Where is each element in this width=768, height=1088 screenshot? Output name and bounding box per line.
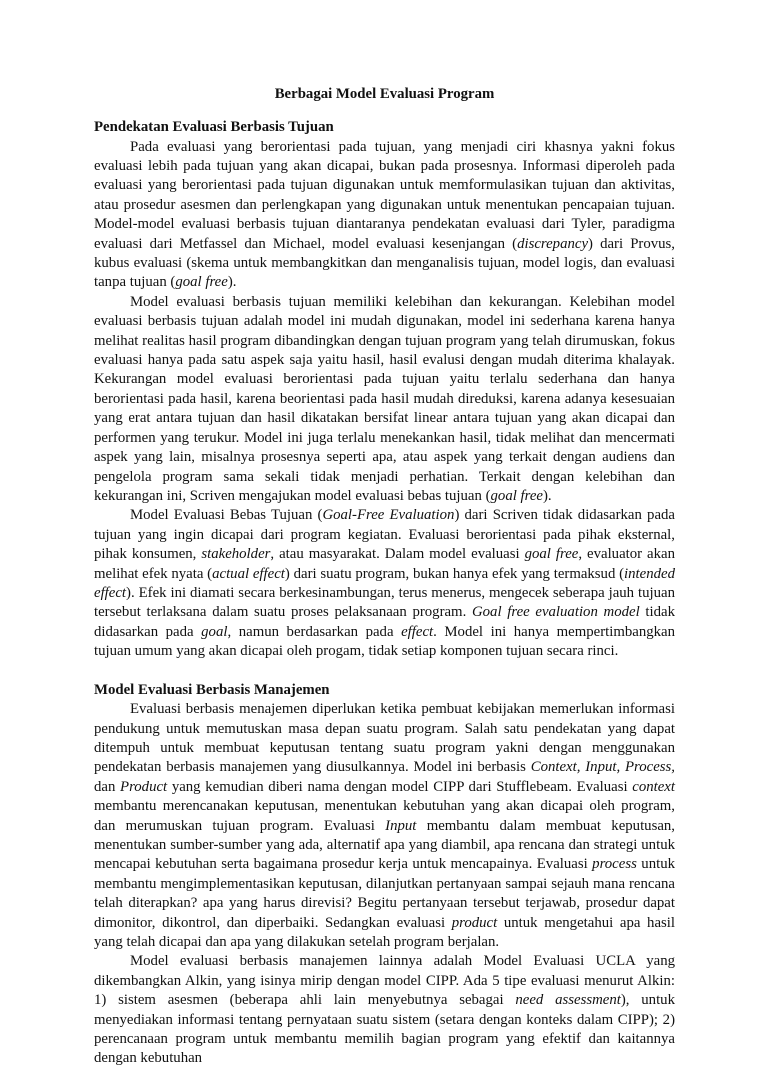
italic-run: Context, Input, Process, — [530, 759, 675, 776]
section — [94, 118, 675, 662]
italic-run: goal free — [175, 274, 228, 291]
text-run: Model evaluasi berbasis manajemen lainnya adalah Model Evaluasi UCLA yang dikembangkan Alkin, yang isinya mirip dengan model CIPP. Ada 5 tipe evaluasi menurut Alkin: 1) sistem asesmen (beberapa ahli lain menyebutnya sebagai — [94, 953, 675, 1009]
italic-run: goal free — [524, 546, 579, 563]
sections-container — [94, 118, 675, 1069]
italic-run: stakeholder — [201, 546, 271, 563]
text-run: ) dari Scriven tidak didasarkan pada tujuan yang ingin dicapai dari program kegiatan. Evaluasi berorientasi pada pihak eksternal, pihak konsumen, — [94, 507, 675, 563]
italic-run: goal — [201, 623, 228, 640]
italic-run: need assessment — [515, 992, 621, 1009]
text-run: ), untuk menyediakan informasi tentang pernyataan suatu sistem (setara dengan konteks dalam CIPP); 2) perencanaan program untuk membantu memilih bagian program yang efektif dan kaitannya dengan kebutuhan — [94, 992, 675, 1067]
text-run: ) dari suatu program, bukan hanya efek yang termaksud ( — [284, 565, 625, 582]
document-body — [94, 84, 675, 1088]
text-run: . Model ini hanya mempertimbangkan tujuan umum yang akan dicapai oleh progam, tidak setiap komponen tujuan secara rinci. — [94, 623, 675, 660]
text-run: untuk mengetahui apa hasil yang telah dicapai dan apa yang dilakukan setelah program berjalan. — [94, 914, 675, 951]
section-heading: Pendekatan Evaluasi Berbasis Tujuan — [94, 119, 334, 135]
text-run: dan — [94, 778, 121, 795]
italic-run: goal free — [490, 487, 543, 504]
italic-run: Goal-Free Evaluation — [322, 507, 455, 524]
text-run: ). Efek ini diamati secara berkesinambungan, terus menerus, mengecek seberapa jauh tujuan tersebut terlaksana dalam suatu proses pelaksanaan program. — [94, 584, 675, 621]
italic-run: Product — [120, 778, 168, 795]
italic-run: product — [451, 914, 498, 931]
text-run: membantu merencanakan keputusan, menentukan kebutuhan yang akan dicapai oleh program, dan merumuskan tujuan program. Evaluasi — [94, 798, 675, 834]
italic-run: Input — [385, 817, 417, 834]
text-run: , namun berdasarkan pada — [227, 623, 402, 640]
italic-run: discrepancy — [517, 235, 589, 252]
paragraph — [94, 138, 675, 293]
italic-run: Goal free evaluation model — [471, 604, 640, 621]
text-run: yang kemudian diberi nama dengan model CIPP dari Stufflebeam. Evaluasi — [167, 778, 633, 795]
text-run: Evaluasi berbasis menajemen diperlukan ketika pembuat kebijakan memerlukan informasi pendukung untuk memutuskan masa depan suatu program. Salah satu pendekatan yang dapat ditempuh untuk membuat keputusan tentang suatu program yakni dengan menggunakan pendekatan berbasis manajemen yang diusulkannya. Model ini berbasis — [94, 701, 675, 776]
text-run: , evaluator akan melihat efek nyata ( — [94, 546, 675, 582]
italic-run: process — [592, 856, 637, 873]
italic-run: intended effect — [94, 565, 675, 601]
text-run: Model Evaluasi Bebas Tujuan ( — [130, 507, 323, 524]
section-heading: Model Evaluasi Berbasis Manajemen — [94, 681, 330, 698]
paragraph — [94, 293, 675, 506]
text-run: membantu dalam membuat keputusan, menentukan sumber-sumber yang ada, alternatif apa yang diambil, apa rencana dan strategi untuk mencapai kebutuhan serta bagaimana prosedur kerja untuk mencapainya. Evaluasi — [94, 817, 676, 873]
italic-run: actual effect — [212, 565, 285, 582]
text-run: Model evaluasi berbasis tujuan memiliki kelebihan dan kekurangan. Kelebihan model evaluasi berbasis tujuan adalah model ini mudah digunakan, model ini sederhana karena hanya melihat realitas hasil program dibandingkan dengan tujuan program yang telah dirumuskan, fokus evaluasi hanya pada satu aspek saja yaitu hasil, hasil evalusi dengan mudah diterima khalayak. Kekurangan model evaluasi berorientasi pada tujuan yaitu terlalu sederhana dan hanya berorientasi pada hasil, karena beorientasi pada hasil mudah direduksi, karena adanya kesesuaian yang erat antara tujuan dan hasil dikatakan bersifat linear antara tujuan yang akan dicapai dan performen yang terukur. Model ini juga terlalu menekankan hasil, tidak melihat dan mencermati aspek yang lain, misalnya prosesnya seperti apa, atau aspek yang terkait dengan audiens dan pengelola program sama sekali tidak menjadi perhatian. Terkait dengan kelebihan dan kekurangan ini, Scriven mengajukan model evaluasi bebas tujuan ( — [94, 293, 675, 504]
text-run: tidak didasarkan pada — [94, 604, 675, 640]
paragraph — [94, 506, 675, 661]
text-run: ) dari Provus, kubus evaluasi (skema untuk membangkitkan dan menganalisis tujuan, model logis, dan evaluasi tanpa tujuan ( — [94, 235, 675, 291]
text-run: Pada evaluasi yang berorientasi pada tujuan, yang menjadi ciri khasnya yakni fokus evaluasi lebih pada tujuan yang akan dicapai, bukan pada prosesnya. Informasi diperoleh pada evaluasi yang berorientasi pada tujuan digunakan untuk memformulasikan tujuan dan aktivitas, atau prosedur asesmen dan perlengkapan yang digunakan untuk menentukan pencapaian tujuan. Model-model evaluasi berbasis tujuan diantaranya pendekatan evaluasi dari Tyler, paradigma evaluasi dari Metfassel dan Michael, model evaluasi kesenjangan ( — [94, 138, 675, 252]
section — [94, 681, 675, 1069]
document-title: Berbagai Model Evaluasi Program — [274, 86, 495, 102]
text-run: ). — [227, 274, 237, 291]
text-run: , atau masyarakat. Dalam model evaluasi — [270, 546, 525, 563]
text-run: ). — [543, 487, 552, 504]
paragraph — [94, 952, 675, 1068]
paragraph — [94, 700, 675, 952]
italic-run: effect — [401, 623, 434, 640]
text-run: untuk membantu mengimplementasikan keputusan, dilanjutkan pertanyaan sampai sejauh mana rencana telah diterapkan? apa yang harus direvisi? Begitu pertanyaan tersebut terjawab, prosedur dapat dimonitor, dikontrol, dan diperbaiki. Sedangkan evaluasi — [94, 856, 676, 931]
italic-run: context — [632, 778, 675, 795]
